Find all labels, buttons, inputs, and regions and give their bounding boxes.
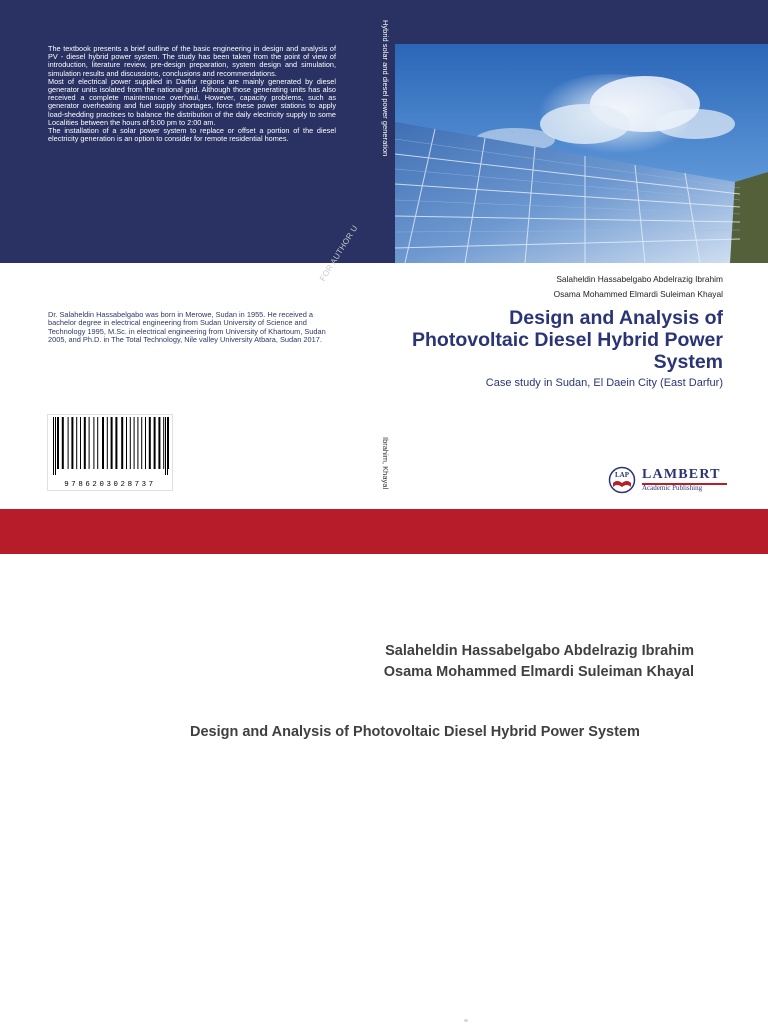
author-bio: Dr. Salaheldin Hassabelgabo was born in Merowe, Sudan in 1955. He received a bachelor degree in electrical engineering from Sudan University of Science and Technology 1995, M.Sc. in electrical engineering from University of Khartoum, Sudan 2005, and Ph.D. in The Total Technology, Nile valley University Atbara, Sudan 2017.	[48, 310, 326, 345]
barcode-bar	[111, 417, 113, 469]
author-name: Salaheldin Hassabelgabo Abdelrazig Ibrahim	[556, 274, 723, 284]
author-name: Osama Mohammed Elmardi Suleiman Khayal	[553, 289, 723, 299]
barcode-bar	[76, 417, 77, 469]
barcode-bar	[165, 417, 166, 475]
blurb-paragraph: The textbook presents a brief outline of the basic engineering in design and analysis of PV - diesel hybrid power system. The study has been taken from the point of view of introduction, literature review, pre-design preparation, system design and simulation, simulation results and discussions, conclusions and recommendations.	[48, 44, 336, 78]
spine-authors: Ibrahim, Khayal	[381, 437, 390, 490]
red-band	[0, 509, 768, 554]
barcode-bar	[62, 417, 64, 469]
title-page-title: Design and Analysis of Photovoltaic Diesel Hybrid Power System	[190, 724, 640, 740]
isbn-number: 9786203028737	[64, 481, 156, 489]
barcode-bar	[167, 417, 168, 475]
barcode-bar	[53, 417, 54, 475]
watermark: FOR AUTHOR U	[318, 223, 360, 283]
solar-panels-image	[395, 44, 768, 263]
cover-title: Design and Analysis of Photovoltaic Diesel Hybrid Power System	[412, 307, 723, 373]
barcode-bars	[48, 415, 172, 479]
barcode-bar	[102, 417, 104, 469]
barcode-bar	[126, 417, 127, 469]
barcode-bar	[71, 417, 73, 469]
author-name: Salaheldin Hassabelgabo Abdelrazig Ibrahim	[385, 643, 694, 659]
barcode-bar	[55, 417, 56, 475]
barcode	[47, 414, 173, 491]
back-cover-blurb	[48, 45, 336, 143]
barcode-bar	[115, 417, 117, 469]
barcode-bar	[57, 417, 59, 469]
page-mark	[464, 1019, 468, 1022]
barcode-bar	[137, 417, 138, 469]
lap-book-icon	[608, 466, 636, 494]
blurb-paragraph: Most of electrical power supplied in Darfur regions are mainly generated by diesel generator units isolated from the national grid. Although those generating units has also received a complete maintenance overhaul, However, capacity problems, such as generator overheating and fuel supply shortages, force these power stations to apply load-shedding practices to balance the distribution of the daily electricity supply to some Localities between the hours of 5:00 pm to 2:00 am.	[48, 76, 336, 127]
barcode-bar	[158, 417, 160, 469]
barcode-bar	[145, 417, 146, 469]
barcode-bar	[149, 417, 151, 469]
barcode-bar	[154, 417, 156, 469]
lap-logo-text: LAP	[615, 471, 629, 479]
barcode-bar	[130, 417, 131, 469]
cover-authors	[554, 272, 723, 302]
front-cover-top-band	[395, 0, 768, 44]
barcode-bar	[121, 417, 123, 469]
cover-subtitle: Case study in Sudan, El Daein City (East Darfur)	[485, 377, 723, 389]
barcode-bar	[84, 417, 86, 469]
barcode-bar	[163, 417, 164, 469]
publisher-logo	[608, 466, 730, 494]
title-page-authors	[384, 641, 694, 683]
author-name: Osama Mohammed Elmardi Suleiman Khayal	[383, 664, 694, 680]
blurb-paragraph: The installation of a solar power system to replace or offset a portion of the diesel electricity generation is an option to consider for remote residential homes.	[48, 126, 336, 144]
publisher-name: LAMBERT	[642, 467, 721, 482]
barcode-bar	[97, 417, 98, 469]
publisher-subtitle: Academic Publishing	[642, 484, 703, 492]
spine-title: Hybrid solar and diesel power generation	[381, 20, 390, 157]
barcode-bar	[141, 417, 142, 469]
barcode-bar	[80, 417, 81, 469]
barcode-bar	[134, 417, 135, 469]
barcode-bar	[107, 417, 108, 469]
barcode-bar	[93, 417, 94, 469]
barcode-bar	[89, 417, 90, 469]
barcode-bar	[68, 417, 69, 469]
